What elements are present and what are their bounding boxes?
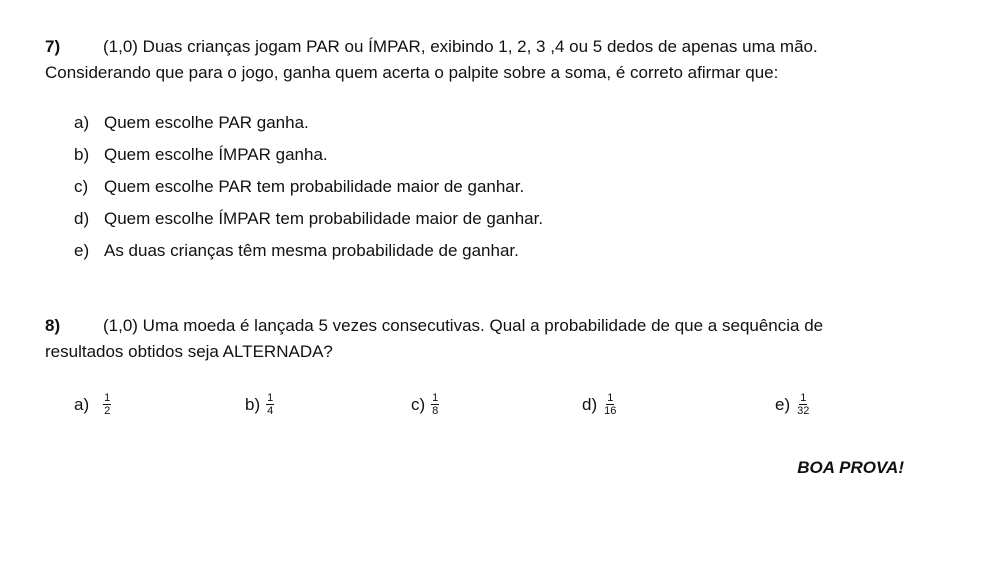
fraction-numerator: 1	[432, 392, 439, 404]
closing-text: BOA PROVA!	[797, 458, 904, 477]
option-letter: c)	[74, 177, 89, 196]
option-letter: a)	[74, 394, 90, 414]
question-8-number: 8)	[45, 316, 61, 335]
question-7-number: 7)	[45, 37, 61, 56]
option-letter: b)	[245, 394, 261, 414]
question-8-option-a	[74, 392, 111, 417]
question-8-option-e	[775, 392, 810, 417]
option-letter: c)	[411, 394, 426, 414]
fraction-denominator: 8	[432, 405, 439, 417]
fraction-denominator: 2	[104, 405, 111, 417]
question-7-text-line-1: (1,0) Duas crianças jogam PAR ou ÍMPAR, exibindo 1, 2, 3 ,4 ou 5 dedos de apenas uma mão.	[103, 37, 818, 56]
fraction-denominator: 32	[797, 405, 810, 417]
question-7-option-a	[74, 113, 309, 133]
option-letter: a)	[74, 113, 90, 132]
fraction	[103, 392, 111, 417]
option-text: As duas crianças têm mesma probabilidade de ganhar.	[104, 241, 519, 260]
option-text: Quem escolhe ÍMPAR ganha.	[104, 145, 328, 164]
question-8-text-line-1: (1,0) Uma moeda é lançada 5 vezes consecutivas. Qual a probabilidade de que a sequência de	[103, 316, 824, 335]
fraction-numerator: 1	[267, 392, 274, 404]
question-8-option-c	[411, 392, 439, 417]
question-7-text-line-2: Considerando que para o jogo, ganha quem acerta o palpite sobre a soma, é correto afirmar que:	[45, 63, 779, 82]
option-letter: e)	[775, 394, 791, 414]
fraction-denominator: 16	[604, 405, 617, 417]
option-letter: d)	[582, 394, 598, 414]
fraction	[603, 392, 617, 417]
question-7-option-b	[74, 145, 328, 165]
option-letter: d)	[74, 209, 90, 228]
question-8-line-1	[45, 316, 823, 336]
fraction-denominator: 4	[267, 405, 274, 417]
fraction-numerator: 1	[607, 392, 614, 404]
question-8-option-d	[582, 392, 617, 417]
question-7-option-c	[74, 177, 524, 197]
question-8-text-line-2: resultados obtidos seja ALTERNADA?	[45, 342, 333, 361]
option-letter: b)	[74, 145, 90, 164]
question-8-option-b	[245, 392, 274, 417]
option-text: Quem escolhe PAR ganha.	[104, 113, 309, 132]
fraction-numerator: 1	[104, 392, 111, 404]
option-letter: e)	[74, 241, 90, 260]
option-text: Quem escolhe PAR tem probabilidade maior de ganhar.	[104, 177, 525, 196]
fraction-numerator: 1	[800, 392, 807, 404]
fraction	[796, 392, 810, 417]
question-7-option-e	[74, 241, 519, 261]
question-7-line-1	[45, 37, 818, 57]
option-text: Quem escolhe ÍMPAR tem probabilidade maior de ganhar.	[104, 209, 544, 228]
fraction	[431, 392, 439, 417]
fraction	[266, 392, 274, 417]
question-7-option-d	[74, 209, 543, 229]
